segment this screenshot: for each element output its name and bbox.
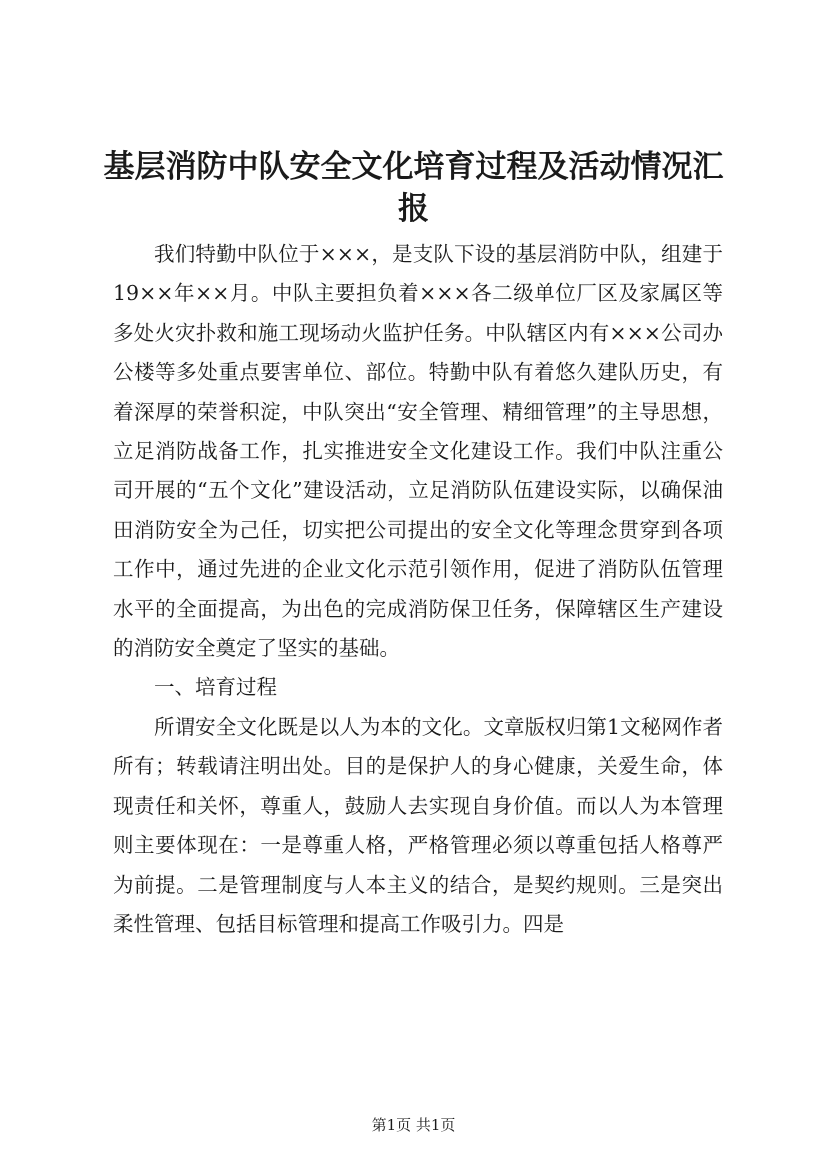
page-footer: 第1页 共1页 <box>371 1116 456 1134</box>
paragraph-intro: 我们特勤中队位于×××，是支队下设的基层消防中队，组建于19××年××月。中队主要担负着×××各二级单位厂区及家属区等多处火灾扑救和施工现场动火监护任务。中队辖区内有×××公司办公楼等多处重点要害单位、部位。特勤中队有着悠久建队历史，有着深厚的荣誉积淀，中队突出“安全管理、精细管理”的主导思想，立足消防战备工作，扎实推进安全文化建设工作。我们中队注重公司开展的“五个文化”建设活动，立足消防队伍建设实际，以确保油田消防安全为己任，切实把公司提出的安全文化等理念贯穿到各项工作中，通过先进的企业文化示范引领作用，促进了消防队伍管理水平的全面提高，为出色的完成消防保卫任务，保障辖区生产建设的消防安全奠定了坚实的基础。 <box>113 242 723 661</box>
paragraph-section-1: 所谓安全文化既是以人为本的文化。文章版权归第1文秘网作者所有；转载请注明出处。目的是保护人的身心健康，关爱生命，体现责任和关怀，尊重人，鼓励人去实现自身价值。而以人为本管理则主要体现在：一是尊重人格，严格管理必须以尊重包括人格尊严为前提。二是管理制度与人本主义的结合，是契约规则。三是突出柔性管理、包括目标管理和提高工作吸引力。四是 <box>113 714 723 936</box>
section-heading: 一、培育过程 <box>154 675 277 700</box>
document-title: 基层消防中队安全文化培育过程及活动情况汇报 <box>103 149 724 227</box>
document-body <box>113 235 723 944</box>
